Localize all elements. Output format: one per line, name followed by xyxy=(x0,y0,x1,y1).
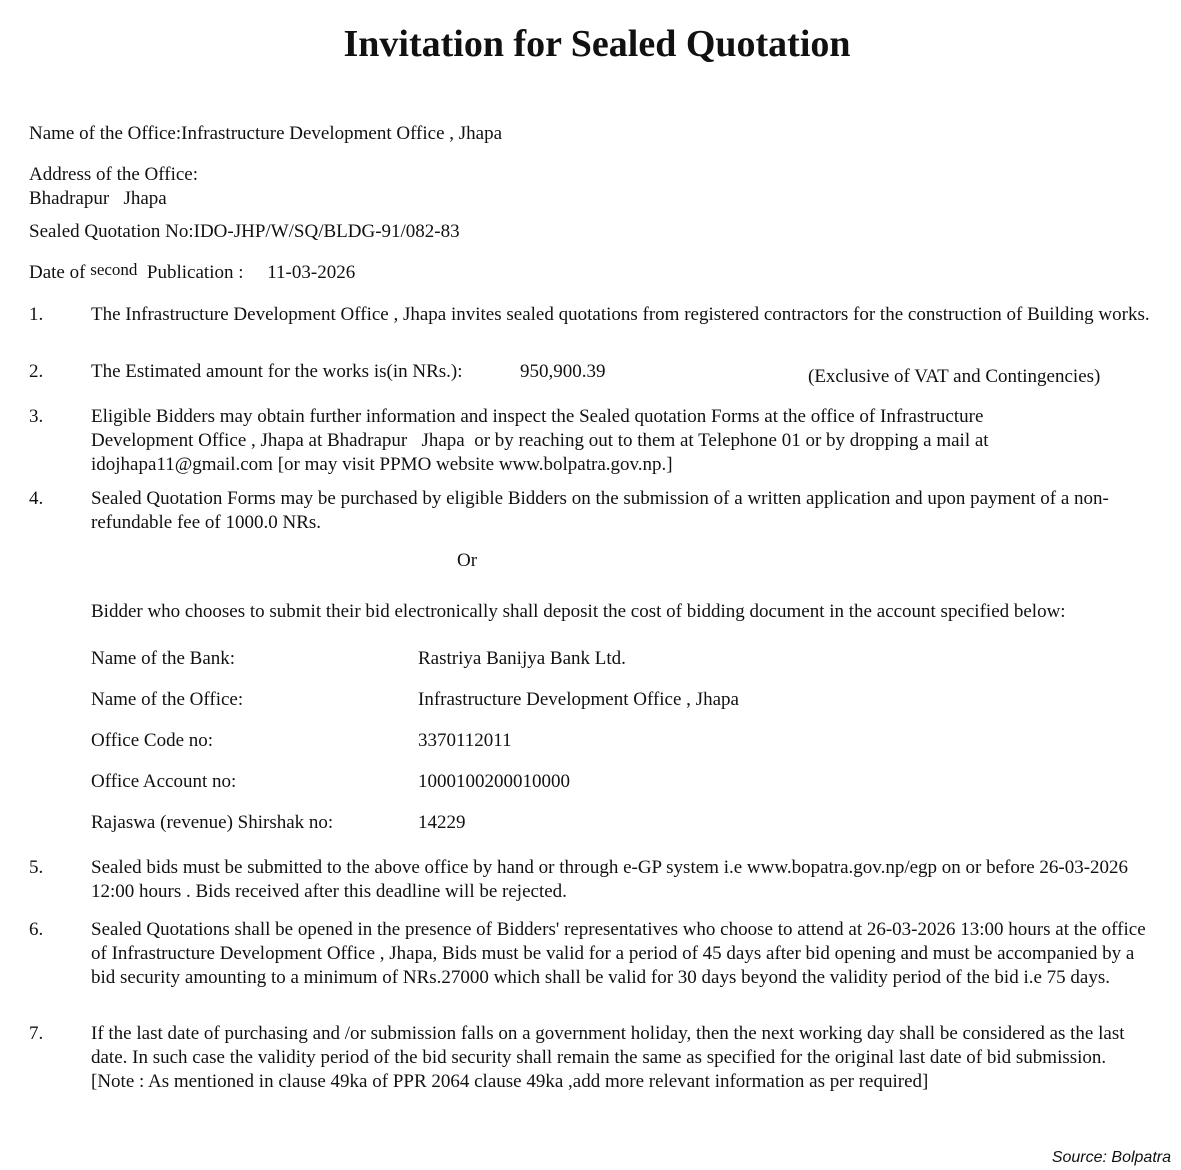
publication-label: Publication : xyxy=(146,262,244,283)
estimated-amount: 950,900.39 xyxy=(520,361,606,382)
bank-row xyxy=(91,811,466,835)
bank-label: Office Account no: xyxy=(91,771,237,792)
bank-row xyxy=(91,647,626,671)
clause-text xyxy=(91,1022,1159,1094)
clause-text: Eligible Bidders may obtain further information and inspect the Sealed quotation Forms at the office of Infrastructure Development Office , Jhapa at Bhadrapur Jhapa or by reaching out to them at Telephone 01 or by dropping a mail at idojhapa11@gmail.com [or may visit PPMO website www.bolpatra.gov.np.] xyxy=(91,406,994,475)
bank-row xyxy=(91,729,512,753)
publication-date xyxy=(29,261,355,285)
bank-value: Infrastructure Development Office , Jhapa xyxy=(418,689,739,710)
bank-value: 1000100200010000 xyxy=(418,771,570,792)
bank-label: Name of the Bank: xyxy=(91,648,236,669)
amount-note: (Exclusive of VAT and Contingencies) xyxy=(808,366,1101,387)
clause-number: 4. xyxy=(29,488,44,509)
publication-ordinal: second xyxy=(90,260,138,279)
clause-number: 7. xyxy=(29,1023,44,1044)
address-value: Bhadrapur Jhapa xyxy=(29,188,167,209)
clause-number: 1. xyxy=(29,304,44,325)
publication-date-value: 11-03-2026 xyxy=(267,262,356,283)
or-separator: Or xyxy=(457,550,478,571)
clause-number: 6. xyxy=(29,919,44,940)
bank-row xyxy=(91,688,739,712)
office-name: Name of the Office:Infrastructure Development Office , Jhapa xyxy=(29,123,503,144)
bank-label: Office Code no: xyxy=(91,730,214,751)
address-label: Address of the Office: xyxy=(29,164,199,185)
clause-text: The Infrastructure Development Office , Jhapa invites sealed quotations from registered contractors for the construction of Building works. xyxy=(91,304,1150,325)
clause-number: 5. xyxy=(29,857,44,878)
bank-value: Rastriya Banijya Bank Ltd. xyxy=(418,648,626,669)
clause-text: Sealed Quotation Forms may be purchased by eligible Bidders on the submission of a written application and upon payment of a non-refundable fee of 1000.0 NRs. xyxy=(91,488,1109,533)
clause-note: [Note : As mentioned in clause 49ka of PPR 2064 clause 49ka ,add more relevant information as per required] xyxy=(91,1071,929,1092)
bank-row xyxy=(91,770,570,794)
clause-text-body: If the last date of purchasing and /or submission falls on a government holiday, then the next working day shall be considered as the last date. In such case the validity period of the bid security shall remain the same as specified for the original last date of bid submission. xyxy=(91,1023,1125,1068)
publication-prefix: Date of xyxy=(29,262,86,283)
clause-text: Sealed Quotations shall be opened in the presence of Bidders' representatives who choose to attend at 26-03-2026 13:00 hours at the office of Infrastructure Development Office , Jhapa, Bids must be valid for a period of 45 days after bid opening and must be accompanied by a bid security amounting to a minimum of NRs.27000 which shall be valid for 30 days beyond the validity period of the bid i.e 75 days. xyxy=(91,919,1146,988)
bank-label: Rajaswa (revenue) Shirshak no: xyxy=(91,812,334,833)
page-title: Invitation for Sealed Quotation xyxy=(343,23,851,65)
clause-text: Sealed bids must be submitted to the above office by hand or through e-GP system i.e www.bopatra.gov.np/egp on or before 26-03-2026 12:00 hours . Bids received after this deadline will be rejected. xyxy=(91,857,1129,902)
bank-value: 3370112011 xyxy=(418,730,512,751)
clause-text xyxy=(91,360,1159,387)
bank-value: 14229 xyxy=(418,812,466,833)
quotation-number: Sealed Quotation No:IDO-JHP/W/SQ/BLDG-91/082-83 xyxy=(29,221,460,242)
electronic-submission-text: Bidder who chooses to submit their bid electronically shall deposit the cost of bidding document in the account specified below: xyxy=(91,601,1066,622)
source-credit: Source: Bolpatra xyxy=(1051,1149,1171,1166)
clause-number: 2. xyxy=(29,361,44,382)
clause-number: 3. xyxy=(29,406,44,427)
clause-text-body: The Estimated amount for the works is(in NRs.): xyxy=(91,361,463,382)
bank-label: Name of the Office: xyxy=(91,689,244,710)
